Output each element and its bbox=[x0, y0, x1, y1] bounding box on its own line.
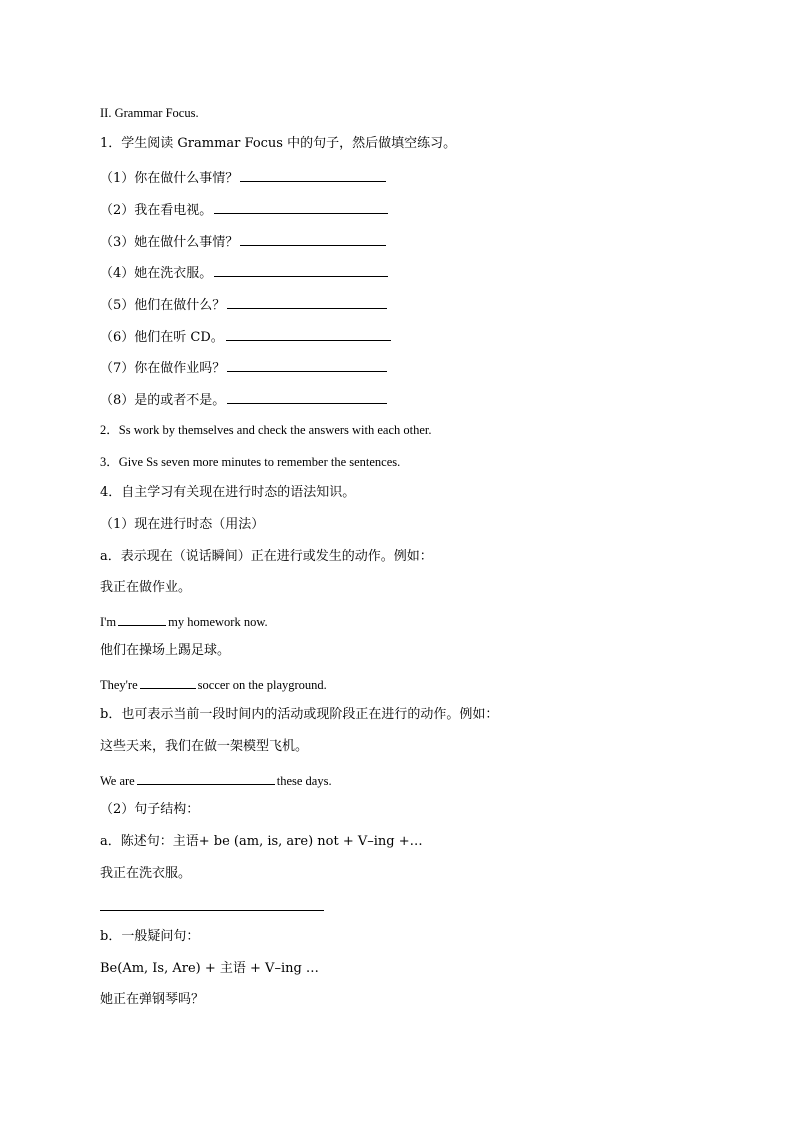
structure-heading: （2）句子结构： bbox=[100, 802, 200, 817]
exercise-item bbox=[100, 295, 389, 314]
exercise-label: （5）他们在做什么？ bbox=[100, 298, 226, 313]
sentence-start: I'm bbox=[100, 615, 117, 629]
exercise-item bbox=[100, 168, 388, 187]
structure-b-example-chinese: 她正在弹钢琴吗？ bbox=[100, 992, 205, 1007]
sentence-end: my homework now. bbox=[168, 615, 268, 629]
exercise-item bbox=[100, 390, 389, 409]
exercise-label: （2）我在看电视。 bbox=[100, 203, 213, 218]
usage-b-example-english bbox=[100, 771, 332, 789]
exercise-label: （8）是的或者不是。 bbox=[100, 393, 226, 408]
exercise-label: （3）她在做什么事情？ bbox=[100, 235, 239, 250]
exercise-label: （4）她在洗衣服。 bbox=[100, 266, 213, 281]
answer-blank[interactable] bbox=[118, 612, 166, 626]
structure-b-formula: Be(Am, Is, Are) + 主语 + V–ing … bbox=[100, 961, 319, 976]
exercise-item bbox=[100, 200, 390, 219]
usage-b-example-chinese: 这些天来，我们在做一架模型飞机。 bbox=[100, 739, 309, 754]
answer-blank[interactable] bbox=[214, 200, 388, 214]
step-3-instruction: 3．Give Ss seven more minutes to remember the sentences. bbox=[100, 455, 401, 469]
answer-blank[interactable] bbox=[214, 263, 388, 277]
exercise-item bbox=[100, 232, 388, 251]
structure-a-example-chinese: 我正在洗衣服。 bbox=[100, 866, 192, 881]
answer-blank[interactable] bbox=[140, 675, 196, 689]
usage-a-example-1-english bbox=[100, 612, 268, 630]
sentence-end: these days. bbox=[276, 774, 332, 788]
exercise-label: （1）你在做什么事情？ bbox=[100, 171, 239, 186]
sentence-start: We are bbox=[100, 774, 135, 788]
structure-b-text: b．一般疑问句： bbox=[100, 929, 200, 944]
usage-heading: （1）现在进行时态（用法） bbox=[100, 517, 265, 532]
step-4-instruction: 4．自主学习有关现在进行时态的语法知识。 bbox=[100, 485, 356, 500]
exercise-label: （7）你在做作业吗？ bbox=[100, 361, 226, 376]
usage-a-text: a．表示现在（说话瞬间）正在进行或发生的动作。例如： bbox=[100, 549, 433, 564]
sentence-start: They're bbox=[100, 678, 138, 692]
usage-a-example-2-chinese: 他们在操场上踢足球。 bbox=[100, 643, 231, 658]
exercise-item bbox=[100, 263, 390, 282]
usage-a-example-1-chinese: 我正在做作业。 bbox=[100, 580, 192, 595]
answer-blank[interactable] bbox=[137, 771, 275, 785]
usage-a-example-2-english bbox=[100, 675, 327, 693]
exercise-item bbox=[100, 327, 393, 346]
sentence-end: soccer on the playground. bbox=[197, 678, 327, 692]
answer-blank[interactable] bbox=[227, 358, 387, 372]
step-2-instruction: 2．Ss work by themselves and check the answers with each other. bbox=[100, 423, 432, 437]
step-1-instruction: 1．学生阅读 Grammar Focus 中的句子，然后做填空练习。 bbox=[100, 136, 457, 151]
usage-b-text: b．也可表示当前一段时间内的活动或现阶段正在进行的动作。例如： bbox=[100, 707, 499, 722]
answer-blank[interactable] bbox=[226, 327, 391, 341]
answer-blank[interactable] bbox=[227, 295, 387, 309]
answer-blank[interactable] bbox=[227, 390, 387, 404]
section-title: II. Grammar Focus. bbox=[100, 106, 199, 120]
exercise-item bbox=[100, 358, 389, 377]
answer-line[interactable] bbox=[100, 910, 324, 911]
answer-blank[interactable] bbox=[240, 168, 386, 182]
exercise-label: （6）他们在听 CD。 bbox=[100, 330, 224, 345]
answer-blank[interactable] bbox=[240, 232, 386, 246]
structure-a-text: a．陈述句：主语+ be (am, is, are) not + V–ing +… bbox=[100, 834, 423, 849]
